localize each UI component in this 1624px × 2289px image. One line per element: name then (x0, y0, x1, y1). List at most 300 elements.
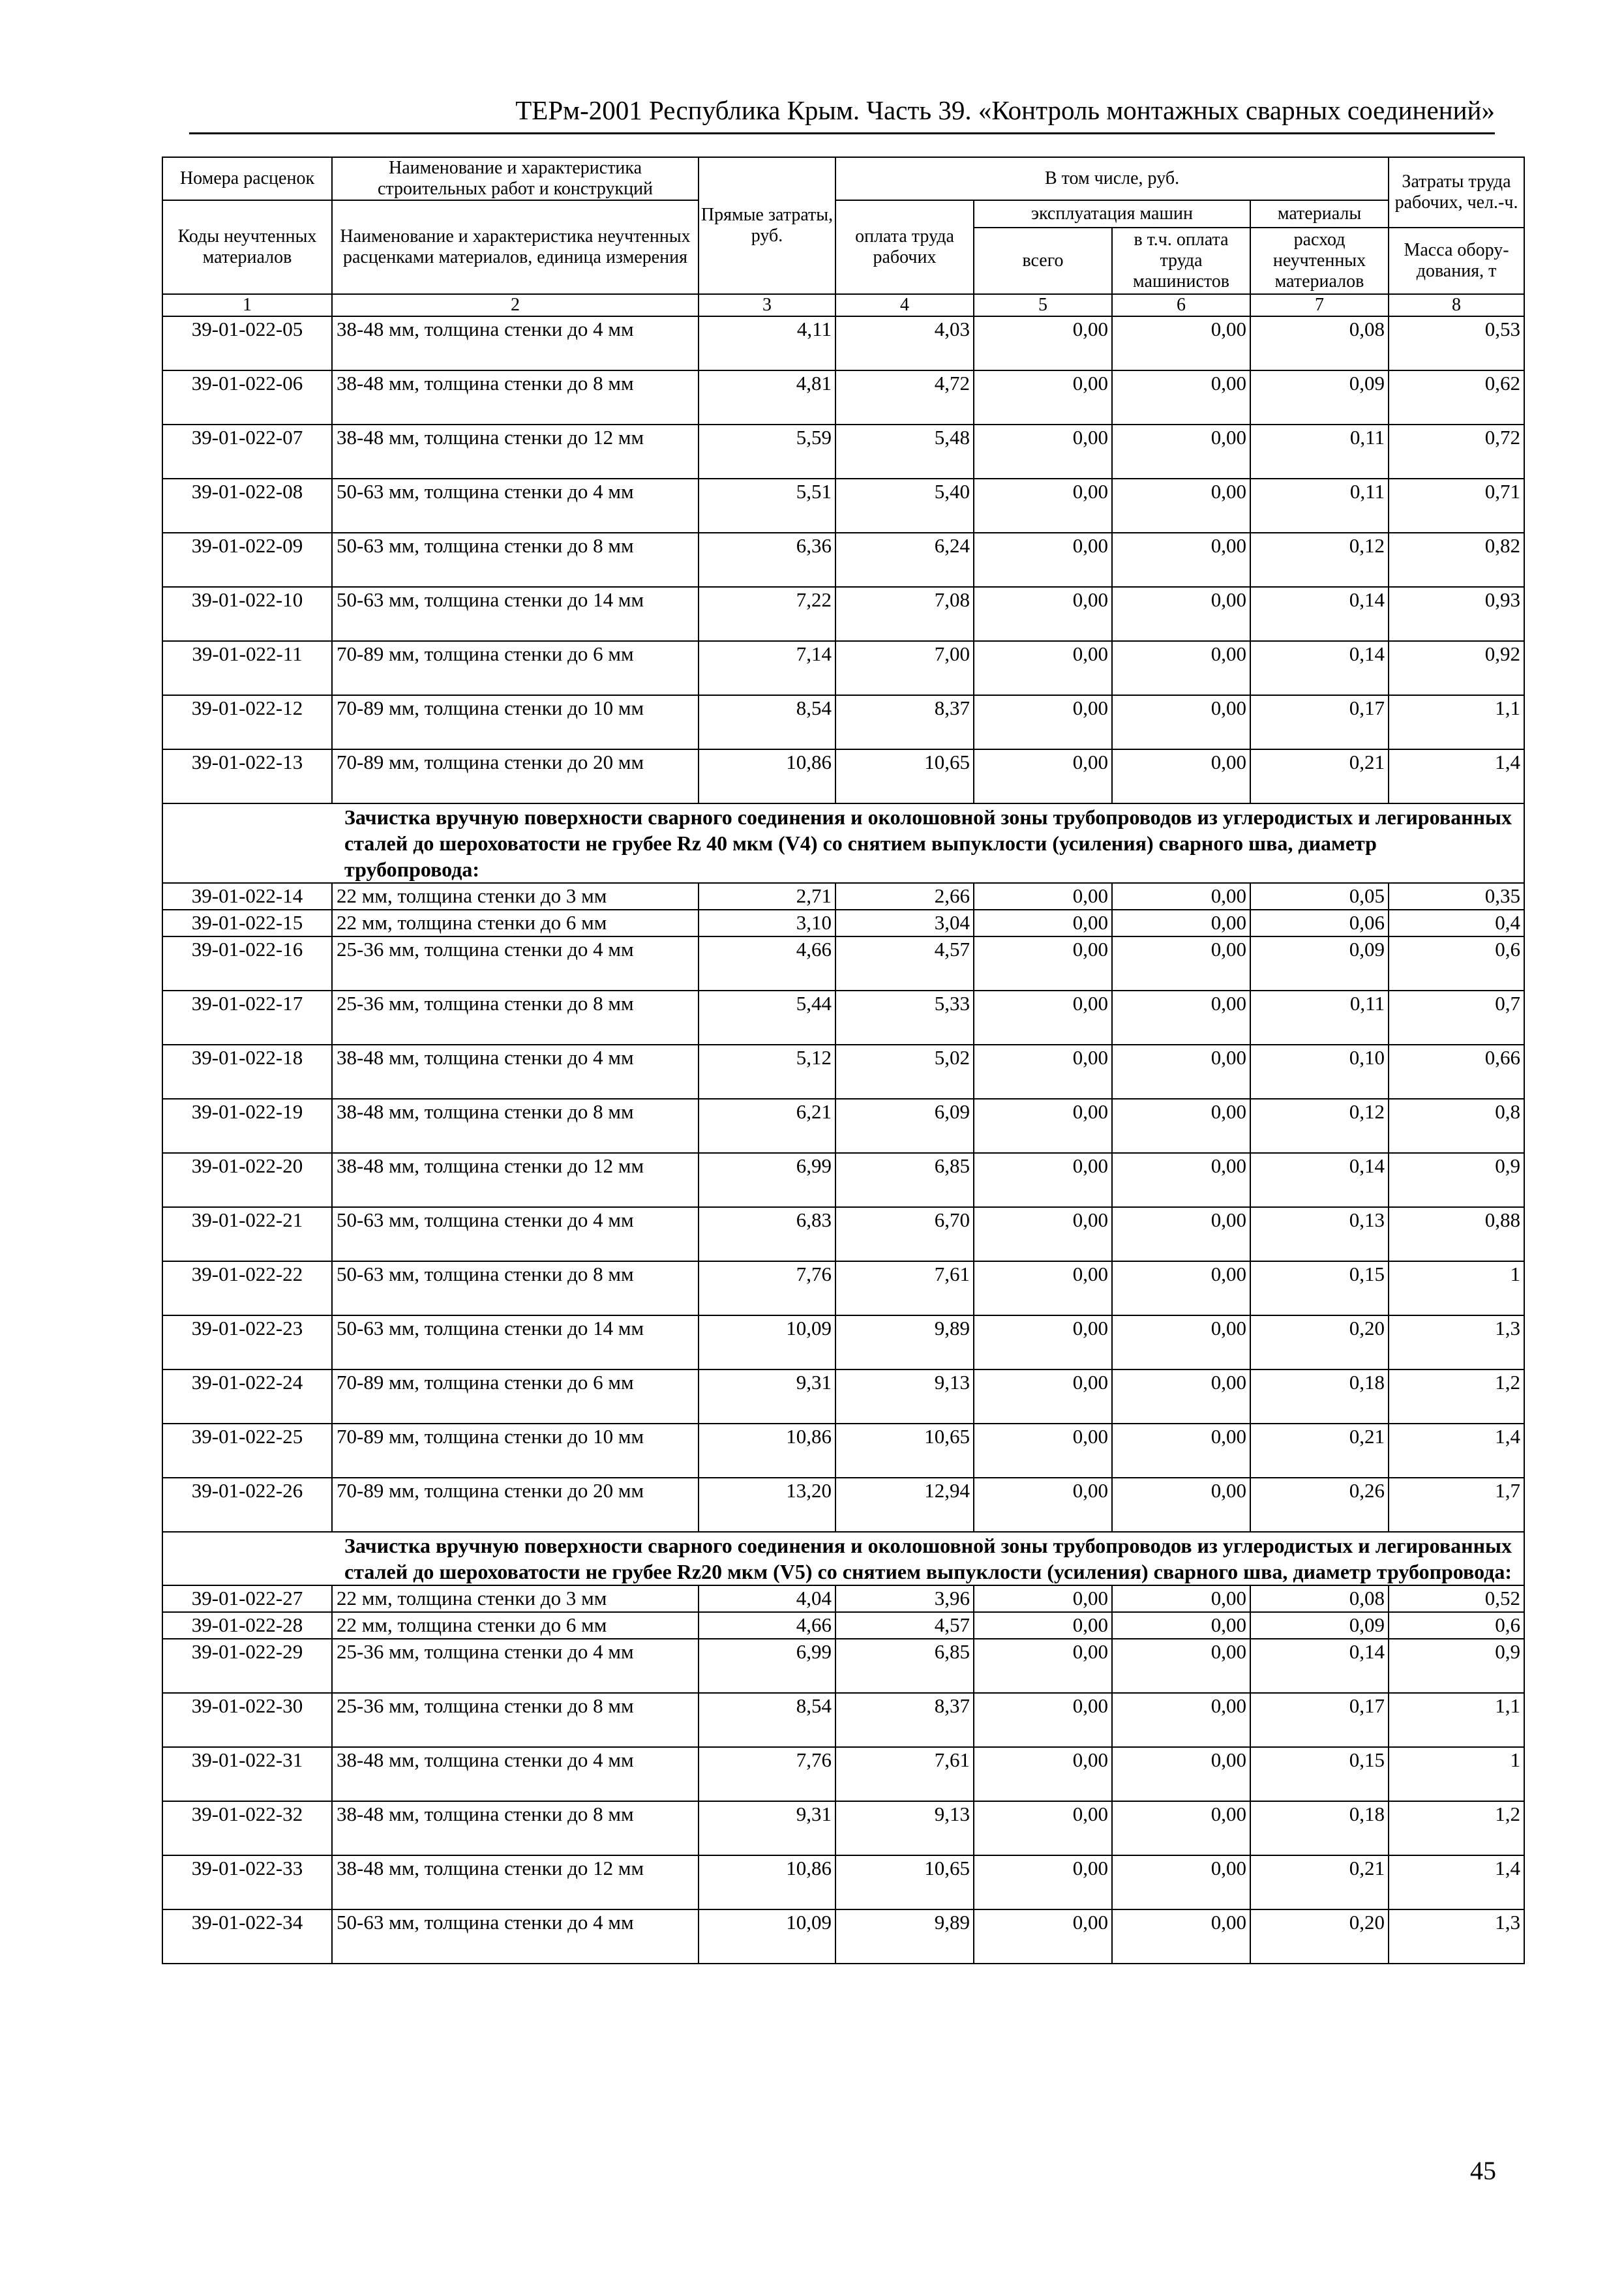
worker-pay-value: 7,00 (835, 641, 974, 695)
equipment-mass-value: 0,62 (1389, 370, 1524, 425)
work-description: 38-48 мм, толщина стенки до 12 мм (332, 1855, 699, 1909)
labor-hours-value: 0,17 (1250, 1693, 1389, 1747)
machinist-pay-value: 0,00 (1112, 991, 1250, 1045)
worker-pay-value: 3,04 (835, 910, 974, 936)
rate-code: 39-01-022-06 (162, 370, 332, 425)
equipment-mass-value: 0,52 (1389, 1585, 1524, 1612)
machinist-pay-value: 0,00 (1112, 1153, 1250, 1207)
equipment-mass-value: 0,66 (1389, 1045, 1524, 1099)
machinist-pay-value: 0,00 (1112, 1855, 1250, 1909)
work-description: 38-48 мм, толщина стенки до 4 мм (332, 316, 699, 370)
machinist-pay-value: 0,00 (1112, 641, 1250, 695)
work-description: 50-63 мм, толщина стенки до 8 мм (332, 1261, 699, 1315)
rate-code: 39-01-022-29 (162, 1639, 332, 1693)
labor-hours-value: 0,18 (1250, 1369, 1389, 1424)
direct-costs-value: 5,59 (699, 425, 835, 479)
table-row (162, 1315, 1524, 1369)
machines-total-value: 0,00 (974, 991, 1112, 1045)
direct-costs-value: 7,22 (699, 587, 835, 641)
table-row (162, 370, 1524, 425)
equipment-mass-value: 0,53 (1389, 316, 1524, 370)
header-worker-pay: оплата труда рабочих (835, 200, 974, 294)
equipment-mass-value: 1,3 (1389, 1315, 1524, 1369)
section-heading-row (162, 803, 1524, 883)
machinist-pay-value: 0,00 (1112, 936, 1250, 991)
machinist-pay-value: 0,00 (1112, 1801, 1250, 1855)
labor-hours-value: 0,15 (1250, 1747, 1389, 1801)
machinist-pay-value: 0,00 (1112, 1315, 1250, 1369)
labor-hours-value: 0,12 (1250, 533, 1389, 587)
equipment-mass-value: 0,6 (1389, 1612, 1524, 1639)
direct-costs-value: 6,99 (699, 1639, 835, 1693)
labor-hours-value: 0,08 (1250, 316, 1389, 370)
column-number: 4 (835, 294, 974, 316)
equipment-mass-value: 0,7 (1389, 991, 1524, 1045)
table-row (162, 1369, 1524, 1424)
rate-code: 39-01-022-11 (162, 641, 332, 695)
machines-total-value: 0,00 (974, 1801, 1112, 1855)
labor-hours-value: 0,17 (1250, 695, 1389, 749)
machines-total-value: 0,00 (974, 370, 1112, 425)
table-row (162, 749, 1524, 803)
machinist-pay-value: 0,00 (1112, 316, 1250, 370)
table-row (162, 479, 1524, 533)
machines-total-value: 0,00 (974, 1855, 1112, 1909)
work-description: 25-36 мм, толщина стенки до 4 мм (332, 936, 699, 991)
machinist-pay-value: 0,00 (1112, 1612, 1250, 1639)
worker-pay-value: 5,48 (835, 425, 974, 479)
labor-hours-value: 0,11 (1250, 991, 1389, 1045)
labor-hours-value: 0,14 (1250, 1639, 1389, 1693)
rate-code: 39-01-022-10 (162, 587, 332, 641)
table-row (162, 1585, 1524, 1612)
direct-costs-value: 2,71 (699, 883, 835, 910)
labor-hours-value: 0,20 (1250, 1909, 1389, 1964)
column-number: 8 (1389, 294, 1524, 316)
machines-total-value: 0,00 (974, 1099, 1112, 1153)
work-description: 50-63 мм, толщина стенки до 4 мм (332, 479, 699, 533)
work-description: 50-63 мм, толщина стенки до 4 мм (332, 1207, 699, 1261)
equipment-mass-value: 0,72 (1389, 425, 1524, 479)
table-row (162, 1261, 1524, 1315)
column-number: 3 (699, 294, 835, 316)
page-header-title: ТЕРм-2001 Республика Крым. Часть 39. «Контроль монтажных сварных соединений» (515, 95, 1495, 125)
work-description: 38-48 мм, толщина стенки до 4 мм (332, 1045, 699, 1099)
machines-total-value: 0,00 (974, 936, 1112, 991)
work-description: 22 мм, толщина стенки до 3 мм (332, 1585, 699, 1612)
direct-costs-value: 4,66 (699, 1612, 835, 1639)
labor-hours-value: 0,08 (1250, 1585, 1389, 1612)
rate-code: 39-01-022-12 (162, 695, 332, 749)
worker-pay-value: 5,02 (835, 1045, 974, 1099)
machinist-pay-value: 0,00 (1112, 1909, 1250, 1964)
machinist-pay-value: 0,00 (1112, 910, 1250, 936)
machines-total-value: 0,00 (974, 641, 1112, 695)
direct-costs-value: 10,86 (699, 749, 835, 803)
worker-pay-value: 3,96 (835, 1585, 974, 1612)
table-row (162, 533, 1524, 587)
worker-pay-value: 9,89 (835, 1909, 974, 1964)
direct-costs-value: 7,76 (699, 1261, 835, 1315)
rate-code: 39-01-022-23 (162, 1315, 332, 1369)
table-row (162, 1801, 1524, 1855)
table-row (162, 425, 1524, 479)
machines-total-value: 0,00 (974, 1639, 1112, 1693)
worker-pay-value: 7,61 (835, 1747, 974, 1801)
header-material-codes: Коды неучтенных материалов (162, 200, 332, 294)
table-row (162, 1207, 1524, 1261)
work-description: 70-89 мм, толщина стенки до 6 мм (332, 1369, 699, 1424)
worker-pay-value: 6,24 (835, 533, 974, 587)
header-material-name: Наименование и характеристика неучтенных расценками материалов, единица измерения (332, 200, 699, 294)
equipment-mass-value: 1 (1389, 1747, 1524, 1801)
table-row (162, 1478, 1524, 1532)
equipment-mass-value: 1,1 (1389, 1693, 1524, 1747)
rate-code: 39-01-022-33 (162, 1855, 332, 1909)
work-description: 22 мм, толщина стенки до 6 мм (332, 910, 699, 936)
machinist-pay-value: 0,00 (1112, 1693, 1250, 1747)
machinist-pay-value: 0,00 (1112, 1099, 1250, 1153)
machines-total-value: 0,00 (974, 1153, 1112, 1207)
equipment-mass-value: 1 (1389, 1261, 1524, 1315)
equipment-mass-value: 0,6 (1389, 936, 1524, 991)
header-rate-numbers: Номера расценок (162, 157, 332, 200)
direct-costs-value: 9,31 (699, 1369, 835, 1424)
rate-code: 39-01-022-20 (162, 1153, 332, 1207)
machinist-pay-value: 0,00 (1112, 1369, 1250, 1424)
work-description: 22 мм, толщина стенки до 6 мм (332, 1612, 699, 1639)
rate-code: 39-01-022-31 (162, 1747, 332, 1801)
worker-pay-value: 5,33 (835, 991, 974, 1045)
machines-total-value: 0,00 (974, 1585, 1112, 1612)
labor-hours-value: 0,12 (1250, 1099, 1389, 1153)
rate-code: 39-01-022-17 (162, 991, 332, 1045)
table-row (162, 1612, 1524, 1639)
equipment-mass-value: 1,1 (1389, 695, 1524, 749)
machinist-pay-value: 0,00 (1112, 1639, 1250, 1693)
rate-code: 39-01-022-08 (162, 479, 332, 533)
machinist-pay-value: 0,00 (1112, 1207, 1250, 1261)
work-description: 50-63 мм, толщина стенки до 4 мм (332, 1909, 699, 1964)
work-description: 25-36 мм, толщина стенки до 8 мм (332, 1693, 699, 1747)
worker-pay-value: 6,09 (835, 1099, 974, 1153)
header-equipment-mass: Масса обору-дования, т (1389, 228, 1524, 294)
labor-hours-value: 0,18 (1250, 1801, 1389, 1855)
machines-total-value: 0,00 (974, 1207, 1112, 1261)
labor-hours-value: 0,11 (1250, 479, 1389, 533)
table-row (162, 910, 1524, 936)
direct-costs-value: 5,51 (699, 479, 835, 533)
work-description: 38-48 мм, толщина стенки до 8 мм (332, 1099, 699, 1153)
machines-total-value: 0,00 (974, 1045, 1112, 1099)
labor-hours-value: 0,06 (1250, 910, 1389, 936)
direct-costs-value: 13,20 (699, 1478, 835, 1532)
equipment-mass-value: 1,7 (1389, 1478, 1524, 1532)
header-unaccounted-materials: расход неучтенных материалов (1250, 228, 1389, 294)
work-description: 22 мм, толщина стенки до 3 мм (332, 883, 699, 910)
header-work-name: Наименование и характеристика строительных работ и конструкций (332, 157, 699, 200)
column-number: 2 (332, 294, 699, 316)
machinist-pay-value: 0,00 (1112, 1424, 1250, 1478)
equipment-mass-value: 0,9 (1389, 1639, 1524, 1693)
machinist-pay-value: 0,00 (1112, 370, 1250, 425)
table-row (162, 695, 1524, 749)
worker-pay-value: 5,40 (835, 479, 974, 533)
table-row (162, 883, 1524, 910)
worker-pay-value: 9,13 (835, 1801, 974, 1855)
equipment-mass-value: 1,4 (1389, 1424, 1524, 1478)
labor-hours-value: 0,11 (1250, 425, 1389, 479)
rate-code: 39-01-022-16 (162, 936, 332, 991)
table-row (162, 1099, 1524, 1153)
work-description: 38-48 мм, толщина стенки до 8 мм (332, 1801, 699, 1855)
table-row (162, 1855, 1524, 1909)
worker-pay-value: 9,13 (835, 1369, 974, 1424)
direct-costs-value: 4,11 (699, 316, 835, 370)
rate-code: 39-01-022-28 (162, 1612, 332, 1639)
machines-total-value: 0,00 (974, 1315, 1112, 1369)
worker-pay-value: 10,65 (835, 1424, 974, 1478)
rate-code: 39-01-022-15 (162, 910, 332, 936)
direct-costs-value: 8,54 (699, 1693, 835, 1747)
work-description: 70-89 мм, толщина стенки до 6 мм (332, 641, 699, 695)
work-description: 50-63 мм, толщина стенки до 8 мм (332, 533, 699, 587)
equipment-mass-value: 0,82 (1389, 533, 1524, 587)
equipment-mass-value: 0,4 (1389, 910, 1524, 936)
direct-costs-value: 10,09 (699, 1315, 835, 1369)
header-materials: материалы (1250, 200, 1389, 228)
work-description: 38-48 мм, толщина стенки до 4 мм (332, 1747, 699, 1801)
header-machines-total: всего (974, 228, 1112, 294)
direct-costs-value: 10,09 (699, 1909, 835, 1964)
machines-total-value: 0,00 (974, 695, 1112, 749)
table-row (162, 587, 1524, 641)
header-including: В том числе, руб. (835, 157, 1389, 200)
table-row (162, 1153, 1524, 1207)
work-description: 50-63 мм, толщина стенки до 14 мм (332, 587, 699, 641)
work-description: 70-89 мм, толщина стенки до 10 мм (332, 1424, 699, 1478)
rate-code: 39-01-022-32 (162, 1801, 332, 1855)
rate-code: 39-01-022-21 (162, 1207, 332, 1261)
machines-total-value: 0,00 (974, 1747, 1112, 1801)
machines-total-value: 0,00 (974, 425, 1112, 479)
direct-costs-value: 4,04 (699, 1585, 835, 1612)
work-description: 70-89 мм, толщина стенки до 20 мм (332, 1478, 699, 1532)
labor-hours-value: 0,21 (1250, 749, 1389, 803)
table-row (162, 641, 1524, 695)
worker-pay-value: 8,37 (835, 695, 974, 749)
machinist-pay-value: 0,00 (1112, 1045, 1250, 1099)
worker-pay-value: 4,57 (835, 936, 974, 991)
worker-pay-value: 2,66 (835, 883, 974, 910)
equipment-mass-value: 0,8 (1389, 1099, 1524, 1153)
worker-pay-value: 9,89 (835, 1315, 974, 1369)
equipment-mass-value: 0,92 (1389, 641, 1524, 695)
worker-pay-value: 10,65 (835, 1855, 974, 1909)
rate-code: 39-01-022-18 (162, 1045, 332, 1099)
direct-costs-value: 6,21 (699, 1099, 835, 1153)
direct-costs-value: 4,66 (699, 936, 835, 991)
worker-pay-value: 7,08 (835, 587, 974, 641)
rate-code: 39-01-022-14 (162, 883, 332, 910)
section-heading-row (162, 1532, 1524, 1585)
table-row (162, 1045, 1524, 1099)
table-row (162, 936, 1524, 991)
machinist-pay-value: 0,00 (1112, 883, 1250, 910)
table-row (162, 991, 1524, 1045)
machinist-pay-value: 0,00 (1112, 533, 1250, 587)
header-rule (189, 132, 1495, 134)
labor-hours-value: 0,05 (1250, 883, 1389, 910)
equipment-mass-value: 1,4 (1389, 749, 1524, 803)
labor-hours-value: 0,26 (1250, 1478, 1389, 1532)
rate-code: 39-01-022-05 (162, 316, 332, 370)
section-heading: Зачистка вручную поверхности сварного соединения и околошовной зоны трубопроводов из углеродистых и легированных сталей до шероховатости не грубее Rz20 мкм (V5) со снятием выпуклости (усиления) сварного шва, диаметр трубопровода: (162, 1532, 1524, 1585)
table-row (162, 316, 1524, 370)
worker-pay-value: 6,70 (835, 1207, 974, 1261)
labor-hours-value: 0,20 (1250, 1315, 1389, 1369)
machines-total-value: 0,00 (974, 1478, 1112, 1532)
machines-total-value: 0,00 (974, 533, 1112, 587)
machines-total-value: 0,00 (974, 1261, 1112, 1315)
labor-hours-value: 0,14 (1250, 1153, 1389, 1207)
direct-costs-value: 10,86 (699, 1855, 835, 1909)
column-number: 7 (1250, 294, 1389, 316)
rate-code: 39-01-022-30 (162, 1693, 332, 1747)
labor-hours-value: 0,15 (1250, 1261, 1389, 1315)
worker-pay-value: 4,03 (835, 316, 974, 370)
machines-total-value: 0,00 (974, 1612, 1112, 1639)
equipment-mass-value: 1,2 (1389, 1801, 1524, 1855)
machines-total-value: 0,00 (974, 479, 1112, 533)
direct-costs-value: 5,12 (699, 1045, 835, 1099)
header-labor-costs: Затраты труда рабочих, чел.-ч. (1389, 157, 1524, 228)
worker-pay-value: 10,65 (835, 749, 974, 803)
machinist-pay-value: 0,00 (1112, 587, 1250, 641)
direct-costs-value: 3,10 (699, 910, 835, 936)
machinist-pay-value: 0,00 (1112, 1261, 1250, 1315)
equipment-mass-value: 0,88 (1389, 1207, 1524, 1261)
direct-costs-value: 7,76 (699, 1747, 835, 1801)
equipment-mass-value: 1,3 (1389, 1909, 1524, 1964)
rate-code: 39-01-022-13 (162, 749, 332, 803)
machinist-pay-value: 0,00 (1112, 1747, 1250, 1801)
column-number: 1 (162, 294, 332, 316)
table-row (162, 1747, 1524, 1801)
direct-costs-value: 4,81 (699, 370, 835, 425)
worker-pay-value: 7,61 (835, 1261, 974, 1315)
worker-pay-value: 12,94 (835, 1478, 974, 1532)
labor-hours-value: 0,09 (1250, 936, 1389, 991)
rate-code: 39-01-022-25 (162, 1424, 332, 1478)
equipment-mass-value: 1,4 (1389, 1855, 1524, 1909)
worker-pay-value: 8,37 (835, 1693, 974, 1747)
table-body (162, 316, 1524, 1964)
section-heading: Зачистка вручную поверхности сварного соединения и околошовной зоны трубопроводов из углеродистых и легированных сталей до шероховатости не грубее Rz 40 мкм (V4) со снятием выпуклости (усиления) сварного шва, диаметр трубопровода: (162, 803, 1524, 883)
header-machine-operation: эксплуатация машин (974, 200, 1250, 228)
column-number: 6 (1112, 294, 1250, 316)
direct-costs-value: 10,86 (699, 1424, 835, 1478)
equipment-mass-value: 1,2 (1389, 1369, 1524, 1424)
machines-total-value: 0,00 (974, 749, 1112, 803)
machinist-pay-value: 0,00 (1112, 749, 1250, 803)
column-number: 5 (974, 294, 1112, 316)
machinist-pay-value: 0,00 (1112, 425, 1250, 479)
machines-total-value: 0,00 (974, 1693, 1112, 1747)
worker-pay-value: 6,85 (835, 1153, 974, 1207)
direct-costs-value: 7,14 (699, 641, 835, 695)
labor-hours-value: 0,13 (1250, 1207, 1389, 1261)
rate-code: 39-01-022-22 (162, 1261, 332, 1315)
work-description: 38-48 мм, толщина стенки до 8 мм (332, 370, 699, 425)
direct-costs-value: 6,83 (699, 1207, 835, 1261)
rate-code: 39-01-022-27 (162, 1585, 332, 1612)
work-description: 70-89 мм, толщина стенки до 10 мм (332, 695, 699, 749)
work-description: 50-63 мм, толщина стенки до 14 мм (332, 1315, 699, 1369)
labor-hours-value: 0,14 (1250, 587, 1389, 641)
rate-code: 39-01-022-34 (162, 1909, 332, 1964)
equipment-mass-value: 0,71 (1389, 479, 1524, 533)
labor-hours-value: 0,09 (1250, 370, 1389, 425)
machines-total-value: 0,00 (974, 316, 1112, 370)
machines-total-value: 0,00 (974, 1909, 1112, 1964)
rate-code: 39-01-022-24 (162, 1369, 332, 1424)
machines-total-value: 0,00 (974, 883, 1112, 910)
worker-pay-value: 4,57 (835, 1612, 974, 1639)
machines-total-value: 0,00 (974, 587, 1112, 641)
machinist-pay-value: 0,00 (1112, 479, 1250, 533)
header-direct-costs: Прямые затраты, руб. (699, 157, 835, 294)
machinist-pay-value: 0,00 (1112, 1585, 1250, 1612)
labor-hours-value: 0,09 (1250, 1612, 1389, 1639)
rate-code: 39-01-022-07 (162, 425, 332, 479)
machines-total-value: 0,00 (974, 1424, 1112, 1478)
equipment-mass-value: 0,9 (1389, 1153, 1524, 1207)
page-number: 45 (1470, 2156, 1496, 2185)
work-description: 70-89 мм, толщина стенки до 20 мм (332, 749, 699, 803)
machines-total-value: 0,00 (974, 1369, 1112, 1424)
machines-total-value: 0,00 (974, 910, 1112, 936)
labor-hours-value: 0,14 (1250, 641, 1389, 695)
equipment-mass-value: 0,93 (1389, 587, 1524, 641)
machinist-pay-value: 0,00 (1112, 1478, 1250, 1532)
table-row (162, 1909, 1524, 1964)
worker-pay-value: 6,85 (835, 1639, 974, 1693)
work-description: 38-48 мм, толщина стенки до 12 мм (332, 1153, 699, 1207)
direct-costs-value: 9,31 (699, 1801, 835, 1855)
work-description: 25-36 мм, толщина стенки до 8 мм (332, 991, 699, 1045)
work-description: 38-48 мм, толщина стенки до 12 мм (332, 425, 699, 479)
labor-hours-value: 0,10 (1250, 1045, 1389, 1099)
table-row (162, 1639, 1524, 1693)
worker-pay-value: 4,72 (835, 370, 974, 425)
work-description: 25-36 мм, толщина стенки до 4 мм (332, 1639, 699, 1693)
equipment-mass-value: 0,35 (1389, 883, 1524, 910)
direct-costs-value: 5,44 (699, 991, 835, 1045)
header-machinist-pay: в т.ч. оплата труда машинистов (1112, 228, 1250, 294)
table-row (162, 1693, 1524, 1747)
labor-hours-value: 0,21 (1250, 1855, 1389, 1909)
machinist-pay-value: 0,00 (1112, 695, 1250, 749)
rate-code: 39-01-022-09 (162, 533, 332, 587)
direct-costs-value: 6,99 (699, 1153, 835, 1207)
rate-code: 39-01-022-26 (162, 1478, 332, 1532)
rate-code: 39-01-022-19 (162, 1099, 332, 1153)
direct-costs-value: 6,36 (699, 533, 835, 587)
direct-costs-value: 8,54 (699, 695, 835, 749)
table-row (162, 1424, 1524, 1478)
labor-hours-value: 0,21 (1250, 1424, 1389, 1478)
